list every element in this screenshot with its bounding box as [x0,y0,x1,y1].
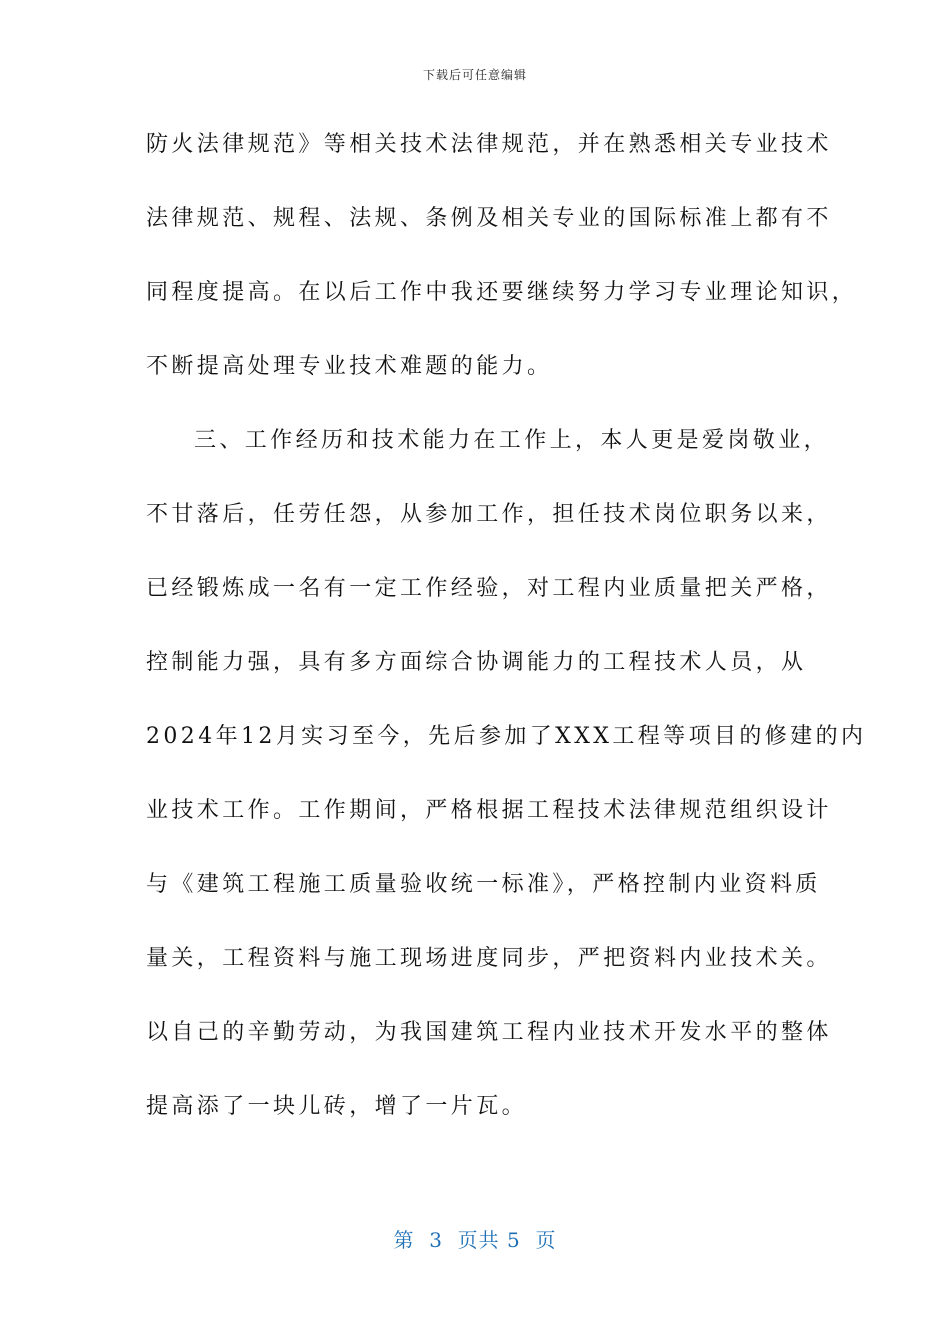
body-line: 2024年12月实习至今，先后参加了XXX工程等项目的修建的内 [146,724,867,749]
body-line: 不断提高处理专业技术难题的能力。 [146,354,553,379]
body-line: 业技术工作。工作期间，严格根据工程技术法律规范组织设计 [146,798,832,823]
body-line: 与《建筑工程施工质量验收统一标准》，严格控制内业资料质 [146,872,821,897]
page-number-footer: 第 3 页共 5 页 [393,1228,557,1252]
document-body [146,123,867,1159]
body-line: 已经锻炼成一名有一定工作经验，对工程内业质量把关严格， [146,576,832,601]
body-line: 不甘落后，任劳任怨，从参加工作，担任技术岗位职务以来， [146,502,832,527]
body-line: 控制能力强，具有多方面综合协调能力的工程技术人员，从 [146,650,807,675]
body-line: 提高添了一块儿砖，增了一片瓦。 [146,1094,528,1119]
body-line: 法律规范、规程、法规、条例及相关专业的国际标准上都有不 [146,206,832,231]
page-header-note: 下载后可任意编辑 [422,68,527,82]
body-line: 同程度提高。在以后工作中我还要继续努力学习专业理论知识， [146,280,858,305]
body-line: 量关，工程资料与施工现场进度同步，严把资料内业技术关。 [146,946,832,971]
body-line: 以自己的辛勤劳动，为我国建筑工程内业技术开发水平的整体 [146,1020,832,1045]
section-heading-line: 三、工作经历和技术能力在工作上，本人更是爱岗敬业， [194,428,830,453]
body-line: 防火法律规范》等相关技术法律规范，并在熟悉相关专业技术 [146,132,832,157]
